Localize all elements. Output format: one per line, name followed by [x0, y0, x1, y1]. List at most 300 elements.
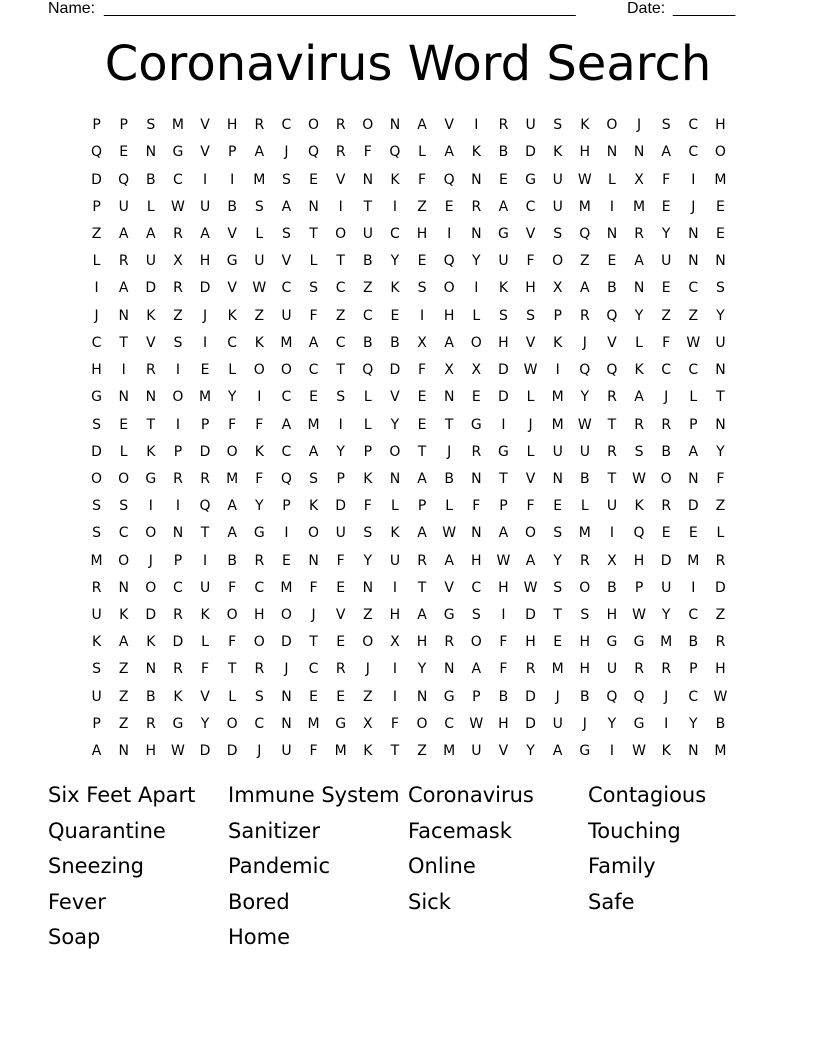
grid-letter[interactable]: L: [580, 498, 589, 515]
grid-letter[interactable]: P: [499, 498, 508, 515]
grid-letter[interactable]: W: [577, 416, 592, 433]
grid-letter[interactable]: R: [579, 552, 590, 569]
grid-letter[interactable]: R: [254, 661, 265, 678]
grid-letter[interactable]: B: [363, 253, 373, 270]
grid-letter[interactable]: G: [470, 416, 482, 433]
grid-letter[interactable]: Q: [308, 144, 320, 161]
grid-letter[interactable]: S: [553, 225, 563, 242]
grid-letter[interactable]: M: [551, 416, 564, 433]
grid-letter[interactable]: R: [118, 253, 129, 270]
grid-letter[interactable]: M: [280, 334, 293, 351]
grid-letter[interactable]: J: [528, 416, 533, 433]
grid-letter[interactable]: W: [686, 334, 701, 351]
grid-letter[interactable]: E: [336, 579, 346, 596]
grid-letter[interactable]: C: [688, 362, 699, 379]
grid-letter[interactable]: D: [389, 362, 401, 379]
grid-letter[interactable]: B: [607, 280, 617, 297]
grid-letter[interactable]: Y: [200, 715, 210, 732]
grid-letter[interactable]: E: [309, 389, 318, 406]
grid-letter[interactable]: S: [281, 225, 291, 242]
grid-letter[interactable]: N: [688, 743, 699, 760]
grid-letter[interactable]: I: [609, 198, 614, 215]
grid-letter[interactable]: P: [472, 688, 481, 705]
grid-letter[interactable]: N: [471, 525, 482, 542]
grid-letter[interactable]: X: [417, 334, 427, 351]
grid-letter[interactable]: A: [552, 743, 563, 760]
grid-letter[interactable]: R: [173, 470, 183, 487]
grid-letter[interactable]: Y: [472, 253, 481, 270]
grid-letter[interactable]: U: [471, 743, 482, 760]
grid-letter[interactable]: Q: [199, 498, 211, 515]
grid-letter[interactable]: B: [580, 470, 590, 487]
grid-letter[interactable]: A: [118, 225, 129, 242]
grid-letter[interactable]: B: [363, 334, 373, 351]
grid-letter[interactable]: C: [444, 715, 455, 732]
grid-letter[interactable]: Y: [661, 607, 671, 624]
grid-letter[interactable]: X: [444, 362, 454, 379]
grid-letter[interactable]: I: [230, 171, 235, 188]
grid-letter[interactable]: N: [606, 144, 618, 161]
grid-letter[interactable]: Z: [417, 743, 427, 760]
grid-letter[interactable]: A: [308, 443, 319, 460]
grid-letter[interactable]: G: [633, 715, 645, 732]
grid-letter[interactable]: Y: [661, 225, 671, 242]
grid-letter[interactable]: E: [553, 634, 563, 651]
grid-letter[interactable]: N: [688, 225, 699, 242]
grid-letter[interactable]: U: [606, 498, 618, 515]
grid-letter[interactable]: M: [578, 198, 591, 215]
grid-letter[interactable]: Q: [91, 144, 103, 161]
grid-letter[interactable]: J: [582, 334, 587, 351]
grid-letter[interactable]: O: [172, 389, 184, 406]
grid-letter[interactable]: F: [472, 498, 481, 515]
grid-letter[interactable]: J: [664, 688, 669, 705]
grid-letter[interactable]: P: [553, 307, 562, 324]
grid-letter[interactable]: N: [145, 144, 157, 161]
grid-letter[interactable]: P: [363, 443, 373, 460]
grid-letter[interactable]: B: [146, 688, 156, 705]
grid-letter[interactable]: T: [553, 607, 562, 624]
grid-letter[interactable]: L: [391, 498, 399, 515]
grid-letter[interactable]: E: [607, 253, 617, 270]
grid-letter[interactable]: U: [118, 198, 129, 215]
grid-letter[interactable]: K: [390, 525, 400, 542]
grid-letter[interactable]: V: [525, 334, 536, 351]
grid-letter[interactable]: Z: [688, 307, 699, 324]
grid-letter[interactable]: U: [661, 253, 672, 270]
grid-letter[interactable]: I: [555, 362, 560, 379]
grid-letter[interactable]: D: [172, 634, 184, 651]
grid-letter[interactable]: A: [444, 334, 454, 351]
grid-letter[interactable]: R: [335, 144, 346, 161]
grid-letter[interactable]: D: [525, 688, 536, 705]
grid-letter[interactable]: J: [664, 389, 669, 406]
grid-letter[interactable]: L: [526, 443, 535, 460]
grid-letter[interactable]: H: [199, 253, 211, 270]
grid-letter[interactable]: F: [418, 362, 427, 379]
grid-letter[interactable]: M: [307, 715, 320, 732]
grid-letter[interactable]: N: [715, 362, 726, 379]
grid-letter[interactable]: K: [254, 334, 264, 351]
grid-letter[interactable]: J: [555, 688, 560, 705]
grid-letter[interactable]: K: [173, 688, 183, 705]
grid-letter[interactable]: R: [579, 307, 590, 324]
grid-letter[interactable]: N: [443, 389, 455, 406]
grid-letter[interactable]: W: [523, 362, 538, 379]
grid-letter[interactable]: L: [363, 416, 372, 433]
grid-letter[interactable]: Q: [362, 362, 374, 379]
grid-letter[interactable]: I: [392, 661, 397, 678]
grid-letter[interactable]: D: [525, 607, 536, 624]
grid-letter[interactable]: U: [281, 743, 292, 760]
grid-letter[interactable]: Y: [634, 307, 644, 324]
grid-letter[interactable]: X: [634, 171, 644, 188]
grid-letter[interactable]: U: [199, 198, 211, 215]
grid-letter[interactable]: D: [91, 171, 102, 188]
grid-letter[interactable]: C: [281, 389, 292, 406]
grid-letter[interactable]: F: [499, 634, 508, 651]
grid-letter[interactable]: T: [716, 389, 725, 406]
grid-letter[interactable]: R: [145, 362, 156, 379]
grid-letter[interactable]: Y: [553, 552, 562, 569]
grid-letter[interactable]: H: [715, 661, 726, 678]
grid-letter[interactable]: S: [92, 416, 101, 433]
grid-letter[interactable]: Y: [716, 443, 725, 460]
grid-letter[interactable]: G: [579, 743, 591, 760]
grid-letter[interactable]: P: [92, 117, 101, 134]
grid-letter[interactable]: F: [309, 579, 318, 596]
grid-letter[interactable]: A: [281, 416, 292, 433]
grid-letter[interactable]: O: [389, 443, 401, 460]
grid-letter[interactable]: E: [688, 525, 698, 542]
grid-letter[interactable]: F: [662, 171, 671, 188]
grid-letter[interactable]: Y: [255, 498, 264, 515]
grid-letter[interactable]: N: [362, 171, 374, 188]
grid-letter[interactable]: E: [716, 225, 725, 242]
grid-letter[interactable]: N: [145, 389, 157, 406]
grid-letter[interactable]: F: [662, 334, 671, 351]
grid-letter[interactable]: Y: [526, 743, 535, 760]
grid-letter[interactable]: H: [498, 715, 509, 732]
grid-letter[interactable]: F: [228, 634, 237, 651]
grid-letter[interactable]: K: [146, 307, 156, 324]
grid-letter[interactable]: G: [498, 443, 509, 460]
grid-letter[interactable]: I: [94, 280, 99, 297]
grid-letter[interactable]: F: [336, 552, 345, 569]
grid-letter[interactable]: I: [691, 171, 696, 188]
grid-letter[interactable]: U: [335, 525, 346, 542]
grid-letter[interactable]: L: [228, 688, 237, 705]
grid-letter[interactable]: Q: [443, 253, 455, 270]
grid-letter[interactable]: T: [499, 470, 508, 487]
grid-letter[interactable]: N: [118, 579, 129, 596]
grid-letter[interactable]: U: [199, 579, 211, 596]
grid-letter[interactable]: T: [119, 334, 128, 351]
grid-letter[interactable]: E: [336, 634, 346, 651]
grid-letter[interactable]: R: [498, 117, 509, 134]
grid-letter[interactable]: H: [389, 607, 401, 624]
grid-letter[interactable]: I: [501, 607, 506, 624]
grid-letter[interactable]: R: [525, 661, 536, 678]
grid-letter[interactable]: H: [633, 552, 645, 569]
grid-letter[interactable]: O: [525, 525, 537, 542]
grid-letter[interactable]: L: [146, 198, 155, 215]
grid-letter[interactable]: K: [91, 634, 102, 651]
grid-letter[interactable]: O: [308, 525, 320, 542]
grid-letter[interactable]: O: [443, 280, 455, 297]
grid-letter[interactable]: E: [200, 362, 210, 379]
grid-letter[interactable]: M: [443, 743, 456, 760]
grid-letter[interactable]: K: [363, 470, 373, 487]
grid-letter[interactable]: I: [419, 307, 425, 324]
grid-letter[interactable]: T: [146, 416, 156, 433]
grid-letter[interactable]: R: [607, 389, 617, 406]
grid-letter[interactable]: A: [498, 198, 509, 215]
grid-letter[interactable]: S: [173, 334, 183, 351]
grid-letter[interactable]: C: [308, 661, 319, 678]
grid-letter[interactable]: R: [173, 661, 183, 678]
grid-letter[interactable]: W: [252, 280, 267, 297]
grid-letter[interactable]: I: [501, 416, 506, 433]
grid-letter[interactable]: Z: [661, 307, 671, 324]
grid-letter[interactable]: O: [91, 470, 103, 487]
grid-letter[interactable]: Q: [579, 362, 591, 379]
grid-letter[interactable]: C: [471, 579, 482, 596]
grid-letter[interactable]: Y: [227, 389, 237, 406]
grid-letter[interactable]: U: [579, 443, 590, 460]
grid-letter[interactable]: N: [715, 416, 726, 433]
grid-letter[interactable]: N: [308, 552, 319, 569]
grid-letter[interactable]: E: [390, 307, 400, 324]
grid-letter[interactable]: O: [470, 634, 482, 651]
grid-letter[interactable]: M: [551, 389, 564, 406]
grid-letter[interactable]: P: [173, 443, 183, 460]
grid-letter[interactable]: U: [525, 117, 536, 134]
grid-letter[interactable]: N: [389, 117, 401, 134]
grid-letter[interactable]: Q: [633, 688, 645, 705]
grid-letter[interactable]: U: [552, 171, 563, 188]
grid-letter[interactable]: I: [392, 198, 397, 215]
grid-letter[interactable]: E: [471, 389, 481, 406]
grid-letter[interactable]: S: [417, 280, 427, 297]
grid-letter[interactable]: O: [253, 362, 265, 379]
grid-letter[interactable]: S: [92, 661, 101, 678]
grid-letter[interactable]: P: [689, 416, 698, 433]
grid-letter[interactable]: Z: [335, 307, 346, 324]
grid-letter[interactable]: C: [688, 607, 699, 624]
grid-letter[interactable]: J: [257, 743, 262, 760]
grid-letter[interactable]: Y: [607, 715, 617, 732]
grid-letter[interactable]: C: [390, 225, 400, 242]
grid-letter[interactable]: C: [118, 525, 129, 542]
grid-letter[interactable]: J: [148, 552, 153, 569]
grid-letter[interactable]: A: [254, 144, 265, 161]
grid-letter[interactable]: F: [716, 470, 725, 487]
grid-letter[interactable]: H: [498, 334, 509, 351]
grid-letter[interactable]: L: [445, 498, 454, 515]
grid-letter[interactable]: K: [661, 743, 671, 760]
grid-letter[interactable]: D: [525, 144, 536, 161]
grid-letter[interactable]: A: [417, 117, 427, 134]
grid-letter[interactable]: B: [498, 144, 509, 161]
grid-letter[interactable]: N: [633, 280, 645, 297]
grid-letter[interactable]: C: [91, 334, 102, 351]
grid-letter[interactable]: C: [281, 443, 292, 460]
grid-letter[interactable]: C: [525, 198, 536, 215]
grid-letter[interactable]: J: [202, 307, 208, 324]
grid-letter[interactable]: B: [715, 715, 726, 732]
grid-letter[interactable]: T: [336, 253, 345, 270]
grid-letter[interactable]: I: [609, 525, 614, 542]
grid-letter[interactable]: D: [660, 552, 672, 569]
grid-letter[interactable]: L: [716, 525, 725, 542]
grid-letter[interactable]: D: [715, 579, 726, 596]
grid-letter[interactable]: U: [552, 443, 563, 460]
grid-letter[interactable]: S: [309, 470, 318, 487]
grid-letter[interactable]: Q: [606, 362, 618, 379]
grid-letter[interactable]: I: [691, 579, 696, 596]
grid-letter[interactable]: C: [335, 280, 346, 297]
grid-letter[interactable]: V: [200, 688, 210, 705]
grid-letter[interactable]: O: [362, 117, 374, 134]
grid-letter[interactable]: Q: [443, 171, 455, 188]
grid-letter[interactable]: H: [525, 634, 536, 651]
grid-letter[interactable]: E: [417, 416, 427, 433]
grid-letter[interactable]: Q: [280, 470, 292, 487]
grid-letter[interactable]: Z: [580, 253, 590, 270]
grid-letter[interactable]: K: [634, 498, 644, 515]
grid-letter[interactable]: K: [227, 307, 237, 324]
grid-letter[interactable]: V: [200, 117, 210, 134]
grid-letter[interactable]: S: [580, 607, 590, 624]
grid-letter[interactable]: M: [280, 579, 293, 596]
grid-letter[interactable]: K: [119, 607, 129, 624]
grid-letter[interactable]: C: [254, 715, 265, 732]
grid-letter[interactable]: M: [551, 661, 564, 678]
grid-letter[interactable]: K: [471, 144, 481, 161]
grid-letter[interactable]: L: [201, 634, 209, 651]
grid-letter[interactable]: J: [311, 607, 316, 624]
grid-letter[interactable]: G: [633, 634, 645, 651]
grid-letter[interactable]: C: [254, 579, 265, 596]
grid-letter[interactable]: E: [553, 498, 563, 515]
grid-letter[interactable]: S: [146, 117, 156, 134]
grid-letter[interactable]: O: [280, 362, 292, 379]
grid-letter[interactable]: C: [688, 144, 699, 161]
grid-letter[interactable]: A: [118, 634, 129, 651]
grid-letter[interactable]: R: [200, 470, 210, 487]
grid-letter[interactable]: J: [94, 307, 99, 324]
grid-letter[interactable]: Z: [417, 198, 427, 215]
grid-letter[interactable]: N: [308, 198, 319, 215]
grid-letter[interactable]: D: [525, 715, 536, 732]
grid-letter[interactable]: V: [335, 171, 346, 188]
grid-letter[interactable]: R: [91, 579, 102, 596]
grid-letter[interactable]: A: [227, 498, 237, 515]
grid-letter[interactable]: G: [145, 470, 157, 487]
grid-letter[interactable]: X: [390, 634, 400, 651]
grid-letter[interactable]: L: [228, 362, 237, 379]
grid-letter[interactable]: H: [579, 144, 591, 161]
grid-letter[interactable]: N: [172, 525, 184, 542]
grid-letter[interactable]: C: [308, 362, 319, 379]
grid-letter[interactable]: Z: [363, 280, 373, 297]
grid-letter[interactable]: D: [199, 280, 211, 297]
grid-letter[interactable]: G: [172, 144, 184, 161]
grid-letter[interactable]: J: [691, 198, 696, 215]
grid-letter[interactable]: F: [499, 661, 508, 678]
grid-letter[interactable]: K: [146, 443, 156, 460]
grid-letter[interactable]: M: [578, 525, 591, 542]
grid-letter[interactable]: N: [443, 661, 455, 678]
grid-letter[interactable]: Z: [715, 607, 726, 624]
grid-letter[interactable]: I: [392, 688, 397, 705]
grid-letter[interactable]: V: [281, 253, 292, 270]
grid-letter[interactable]: I: [664, 715, 669, 732]
grid-letter[interactable]: H: [606, 607, 618, 624]
grid-letter[interactable]: U: [362, 225, 373, 242]
grid-letter[interactable]: U: [281, 307, 292, 324]
grid-letter[interactable]: N: [281, 715, 292, 732]
grid-letter[interactable]: M: [714, 171, 727, 188]
grid-letter[interactable]: U: [552, 715, 563, 732]
grid-letter[interactable]: Z: [715, 498, 726, 515]
grid-letter[interactable]: O: [416, 715, 428, 732]
grid-letter[interactable]: H: [579, 661, 591, 678]
grid-letter[interactable]: H: [443, 307, 455, 324]
grid-letter[interactable]: A: [308, 334, 319, 351]
grid-letter[interactable]: N: [118, 307, 129, 324]
grid-letter[interactable]: T: [363, 198, 373, 215]
grid-letter[interactable]: V: [525, 225, 536, 242]
grid-letter[interactable]: D: [281, 634, 292, 651]
grid-letter[interactable]: T: [417, 579, 427, 596]
grid-letter[interactable]: D: [226, 743, 238, 760]
grid-letter[interactable]: K: [200, 607, 210, 624]
grid-letter[interactable]: X: [363, 715, 373, 732]
grid-letter[interactable]: D: [145, 280, 157, 297]
grid-letter[interactable]: B: [444, 470, 454, 487]
grid-letter[interactable]: D: [145, 607, 157, 624]
grid-letter[interactable]: I: [447, 225, 452, 242]
grid-letter[interactable]: I: [338, 198, 343, 215]
grid-letter[interactable]: R: [444, 634, 455, 651]
grid-letter[interactable]: K: [363, 743, 373, 760]
grid-letter[interactable]: E: [661, 525, 671, 542]
grid-letter[interactable]: N: [389, 470, 401, 487]
grid-letter[interactable]: C: [281, 280, 292, 297]
grid-letter[interactable]: M: [253, 171, 266, 188]
grid-letter[interactable]: R: [715, 552, 726, 569]
grid-letter[interactable]: Q: [633, 525, 645, 542]
grid-letter[interactable]: V: [335, 607, 346, 624]
grid-letter[interactable]: R: [145, 715, 156, 732]
grid-letter[interactable]: T: [200, 525, 210, 542]
grid-letter[interactable]: E: [119, 144, 129, 161]
grid-letter[interactable]: A: [227, 525, 237, 542]
grid-letter[interactable]: L: [309, 253, 318, 270]
grid-letter[interactable]: A: [417, 470, 427, 487]
grid-letter[interactable]: H: [416, 225, 428, 242]
grid-letter[interactable]: N: [715, 253, 726, 270]
grid-letter[interactable]: D: [498, 362, 509, 379]
grid-letter[interactable]: D: [199, 443, 211, 460]
grid-letter[interactable]: M: [660, 634, 673, 651]
grid-letter[interactable]: L: [255, 225, 264, 242]
grid-letter[interactable]: W: [171, 198, 185, 215]
grid-letter[interactable]: C: [661, 362, 672, 379]
grid-letter[interactable]: S: [553, 117, 563, 134]
